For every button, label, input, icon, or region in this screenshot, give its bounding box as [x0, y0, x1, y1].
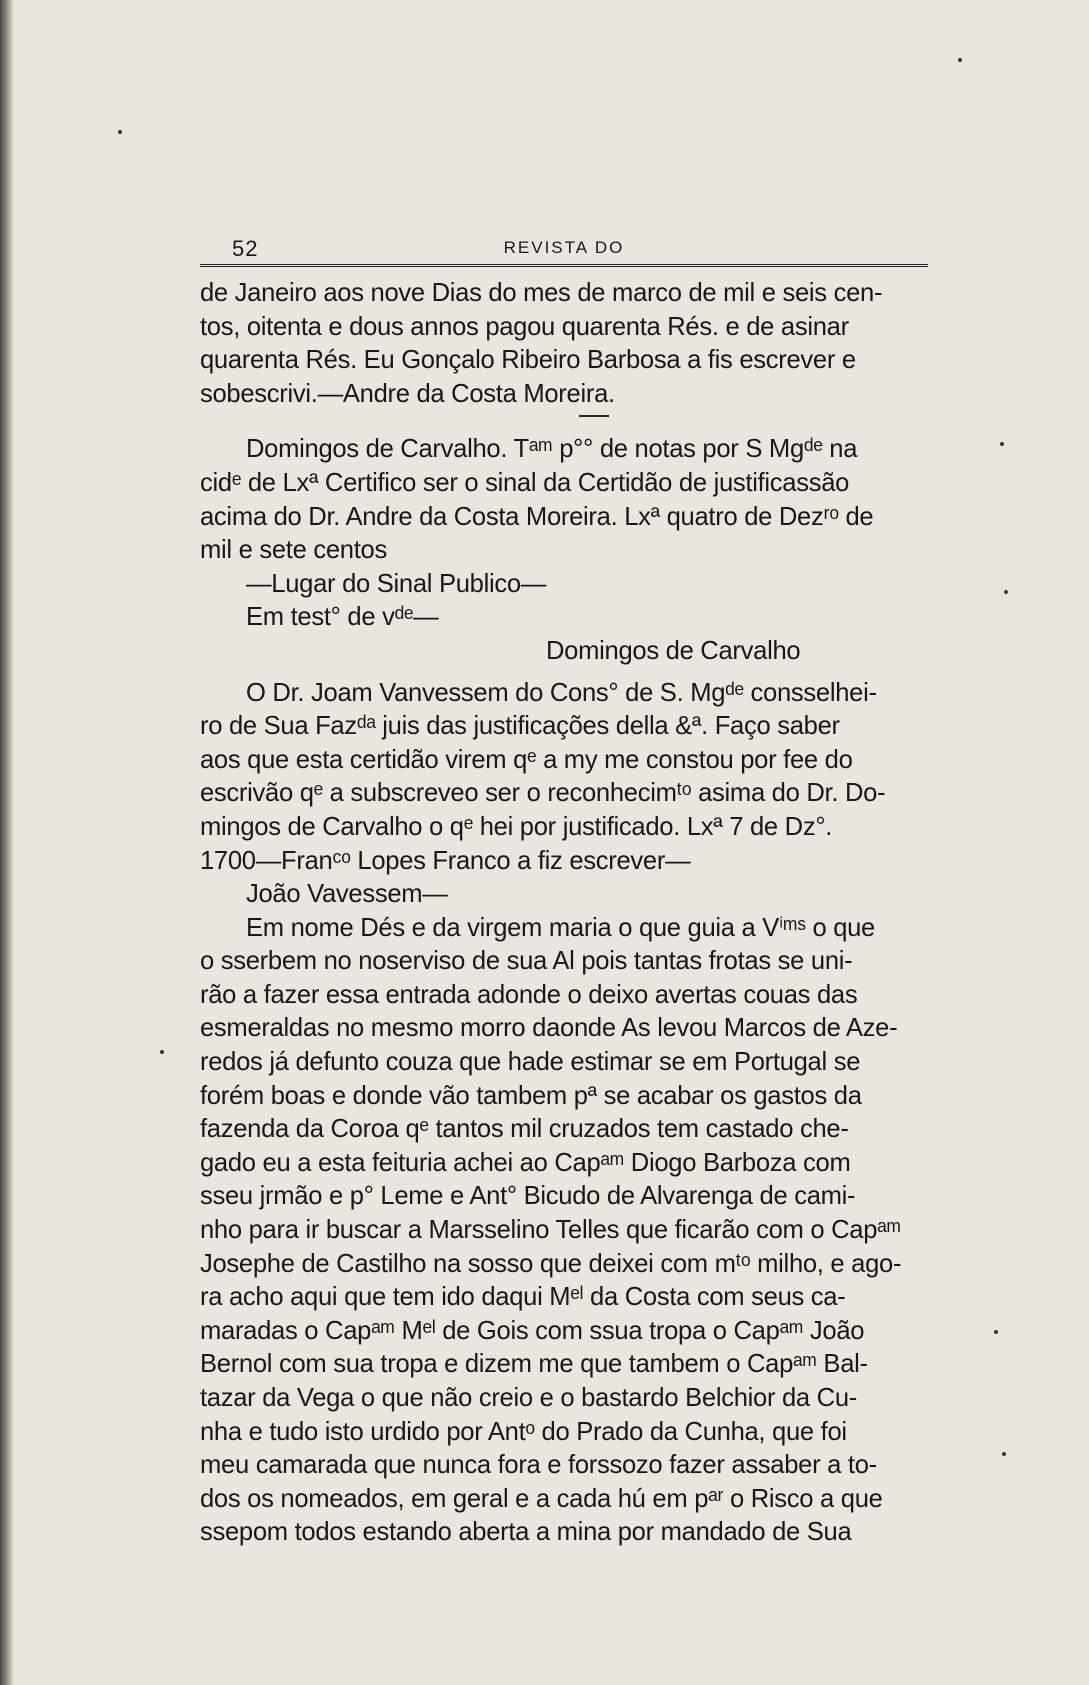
text-line: ra acho aqui que tem ido daqui Mᵉˡ da Costa com seus ca- — [200, 1283, 846, 1312]
text-line: nho para ir buscar a Marsselino Telles que ficarão com o Capᵃᵐ — [200, 1216, 901, 1245]
scan-speck — [994, 1330, 998, 1334]
scan-speck — [1002, 1452, 1006, 1456]
scan-speck — [118, 130, 122, 134]
page-number: 52 — [232, 236, 259, 261]
text-line: acima do Dr. Andre da Costa Moreira. Lxª quatro de Dezʳᵒ de — [200, 502, 874, 531]
paragraph-receipt — [200, 277, 928, 411]
text-line: Josephe de Castilho na sosso que deixei com mᵗᵒ milho, e ago- — [200, 1249, 902, 1278]
text-line: João Vavessem— — [246, 880, 448, 909]
text-line: ro de Sua Fazᵈᵃ juis das justificações della &ª. Faço saber — [200, 712, 840, 741]
book-page — [200, 228, 928, 1550]
running-head — [200, 228, 928, 264]
text-line: de Janeiro aos nove Dias do mes de marco de mil e seis cen- — [200, 279, 883, 307]
header-rule — [200, 264, 928, 267]
text-line: ssepom todos estando aberta a mina por mandado de Sua — [200, 1518, 852, 1547]
paragraph-letter — [200, 912, 928, 1550]
text-line: Em nome Dés e da virgem maria o que guia a Vⁱᵐˢ o que — [246, 913, 875, 942]
paragraph-certificate — [200, 433, 928, 567]
text-line: Domingos de Carvalho. Tᵃᵐ p°° de notas por S Mgᵈᵉ na — [246, 435, 858, 464]
scan-speck — [1000, 442, 1004, 446]
text-line: O Dr. Joam Vanvessem do Cons° de S. Mgᵈᵉ consselhei- — [246, 678, 877, 707]
signature-line: Domingos de Carvalho — [546, 636, 801, 665]
paragraph-gap — [200, 669, 928, 677]
text-line: esmeraldas no mesmo morro daonde As levou Marcos de Aze- — [200, 1014, 898, 1043]
text-line: meu camarada que nunca fora e forssozo fazer assaber a to- — [200, 1451, 877, 1480]
text-line: sobescrivi.—Andre da Costa Moreira. — [200, 379, 615, 408]
scan-speck — [958, 58, 962, 62]
text-line: escrivão qᵉ a subscreveo ser o reconhecimᵗᵒ asima do Dr. Do- — [200, 779, 886, 808]
text-line: dos os nomeados, em geral e a cada hú em pᵃʳ o Risco a que — [200, 1484, 883, 1513]
body-text — [200, 277, 928, 1550]
text-line: redos já defunto couza que hade estimar se em Portugal se — [200, 1048, 861, 1077]
text-line: cidᵉ de Lxª Certifico ser o sinal da Certidão de justificassão — [200, 468, 850, 497]
section-separator — [579, 415, 609, 417]
text-line: o sserbem no noserviso de sua Al pois tantas frotas se uni- — [200, 947, 853, 976]
text-line: nha e tudo isto urdido por Antᵒ do Prado da Cunha, que foi — [200, 1417, 847, 1446]
text-line: rão a fazer essa entrada adonde o deixo avertas couas das — [200, 980, 858, 1009]
text-line: —Lugar do Sinal Publico— — [246, 569, 547, 598]
text-line: gado eu a esta feituria achei ao Capᵃᵐ Diogo Barboza com — [200, 1148, 851, 1177]
text-line: mingos de Carvalho o qᵉ hei por justificado. Lxª 7 de Dz°. — [200, 812, 833, 841]
scan-binding-edge — [0, 0, 14, 1685]
text-line: maradas o Capᵃᵐ Mᵉˡ de Gois com ssua tropa o Capᵃᵐ João — [200, 1316, 865, 1345]
text-line: mil e sete centos — [200, 536, 387, 565]
text-line: tazar da Vega o que não creio e o bastardo Belchior da Cu- — [200, 1384, 858, 1412]
text-line: tos, oitenta e dous annos pagou quarenta Rés. e de asinar — [200, 312, 849, 341]
text-line: fazenda da Coroa qᵉ tantos mil cruzados tem castado che- — [200, 1115, 849, 1144]
paragraph-justification — [200, 677, 928, 912]
text-line: quarenta Rés. Eu Gonçalo Ribeiro Barbosa a fis escrever e — [200, 346, 856, 375]
text-line: forém boas e donde vão tambem pª se acabar os gastos da — [200, 1081, 862, 1110]
text-line: aos que esta certidão virem qᵉ a my me constou por fee do — [200, 745, 853, 774]
text-line: Em test° de vᵈᵉ— — [246, 603, 439, 632]
scan-speck — [1004, 590, 1008, 594]
text-line: sseu jrmão e p° Leme e Ant° Bicudo de Alvarenga de cami- — [200, 1182, 856, 1211]
scan-speck — [160, 1050, 164, 1054]
running-title: REVISTA DO — [503, 238, 625, 257]
text-line: Bernol com sua tropa e dizem me que tambem o Capᵃᵐ Bal- — [200, 1350, 868, 1379]
paragraph-seal — [200, 568, 928, 669]
text-line: 1700—Franᶜᵒ Lopes Franco a fiz escrever— — [200, 846, 691, 875]
